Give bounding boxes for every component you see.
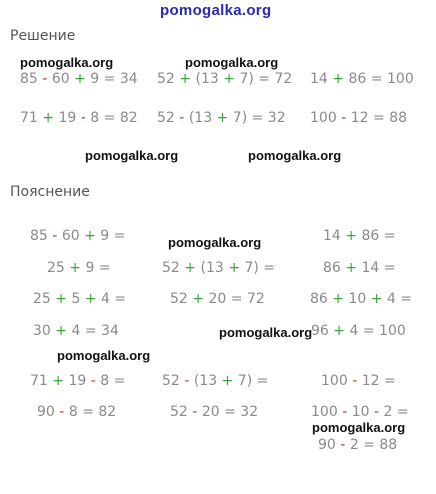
plus-sign: + bbox=[184, 260, 197, 276]
solution-equation: 85 - 60 + 9 = 34 bbox=[20, 71, 138, 87]
minus-sign: - bbox=[59, 404, 65, 420]
watermark: pomogalka.org bbox=[85, 148, 179, 163]
plus-sign: + bbox=[84, 228, 96, 244]
explanation-step: 52 + 20 = 72 bbox=[170, 291, 265, 307]
minus-sign: - bbox=[352, 373, 358, 389]
solution-equation: 100 - 12 = 88 bbox=[310, 110, 408, 126]
solution-equation: 52 - (13 + 7) = 32 bbox=[157, 110, 286, 126]
explanation-step: 52 - 20 = 32 bbox=[170, 404, 259, 420]
plus-sign: + bbox=[52, 373, 65, 389]
plus-sign: + bbox=[192, 291, 205, 307]
plus-sign: + bbox=[55, 323, 68, 339]
explanation-step: 86 + 14 = bbox=[323, 260, 396, 276]
explanation-step: 71 + 19 - 8 = bbox=[30, 373, 126, 389]
explanation-step: 25 + 5 + 4 = bbox=[33, 291, 127, 307]
minus-sign: - bbox=[52, 228, 58, 244]
minus-sign: - bbox=[90, 373, 96, 389]
minus-sign: - bbox=[179, 110, 185, 126]
explanation-step: 25 + 9 = bbox=[47, 260, 111, 276]
watermark: pomogalka.org bbox=[185, 55, 279, 70]
plus-sign: + bbox=[332, 291, 345, 307]
plus-sign: + bbox=[345, 260, 358, 276]
minus-sign: - bbox=[340, 437, 346, 453]
watermark: pomogalka.org bbox=[312, 420, 406, 435]
plus-sign: + bbox=[333, 323, 346, 339]
solution-heading: Решение bbox=[10, 28, 76, 44]
solution-equation: 71 + 19 - 8 = 82 bbox=[20, 110, 138, 126]
minus-sign: - bbox=[184, 373, 190, 389]
plus-sign: + bbox=[74, 71, 86, 87]
watermark: pomogalka.org bbox=[57, 348, 151, 363]
plus-sign: + bbox=[332, 71, 345, 87]
explanation-step: 85 - 60 + 9 = bbox=[30, 228, 126, 244]
plus-sign: + bbox=[228, 260, 240, 276]
explanation-step: 30 + 4 = 34 bbox=[33, 323, 119, 339]
plus-sign: + bbox=[223, 71, 235, 87]
explanation-step: 100 - 10 - 2 = bbox=[311, 404, 409, 420]
explanation-step: 90 - 8 = 82 bbox=[37, 404, 117, 420]
explanation-step: 96 + 4 = 100 bbox=[311, 323, 406, 339]
explanation-step: 52 + (13 + 7) = bbox=[162, 260, 276, 276]
solution-equation: 52 + (13 + 7) = 72 bbox=[157, 71, 293, 87]
plus-sign: + bbox=[84, 291, 97, 307]
explanation-step: 52 - (13 + 7) = bbox=[162, 373, 269, 389]
watermark: pomogalka.org bbox=[20, 55, 114, 70]
explanation-step: 90 - 2 = 88 bbox=[318, 437, 398, 453]
site-title[interactable]: pomogalka.org bbox=[160, 2, 272, 19]
plus-sign: + bbox=[370, 291, 383, 307]
plus-sign: + bbox=[42, 110, 55, 126]
explanation-step: 86 + 10 + 4 = bbox=[310, 291, 413, 307]
explanation-heading: Пояснение bbox=[10, 184, 90, 200]
plus-sign: + bbox=[345, 228, 358, 244]
watermark: pomogalka.org bbox=[248, 148, 342, 163]
explanation-step: 100 - 12 = bbox=[321, 373, 396, 389]
plus-sign: + bbox=[69, 260, 82, 276]
explanation-step: 14 + 86 = bbox=[323, 228, 396, 244]
minus-sign: - bbox=[80, 110, 86, 126]
watermark: pomogalka.org bbox=[219, 325, 313, 340]
minus-sign: - bbox=[342, 404, 348, 420]
minus-sign: - bbox=[341, 110, 347, 126]
minus-sign: - bbox=[42, 71, 48, 87]
plus-sign: + bbox=[216, 110, 229, 126]
minus-sign: - bbox=[374, 404, 380, 420]
plus-sign: + bbox=[221, 373, 234, 389]
solution-equation: 14 + 86 = 100 bbox=[310, 71, 414, 87]
plus-sign: + bbox=[55, 291, 68, 307]
watermark: pomogalka.org bbox=[168, 235, 262, 250]
minus-sign: - bbox=[192, 404, 198, 420]
plus-sign: + bbox=[179, 71, 192, 87]
